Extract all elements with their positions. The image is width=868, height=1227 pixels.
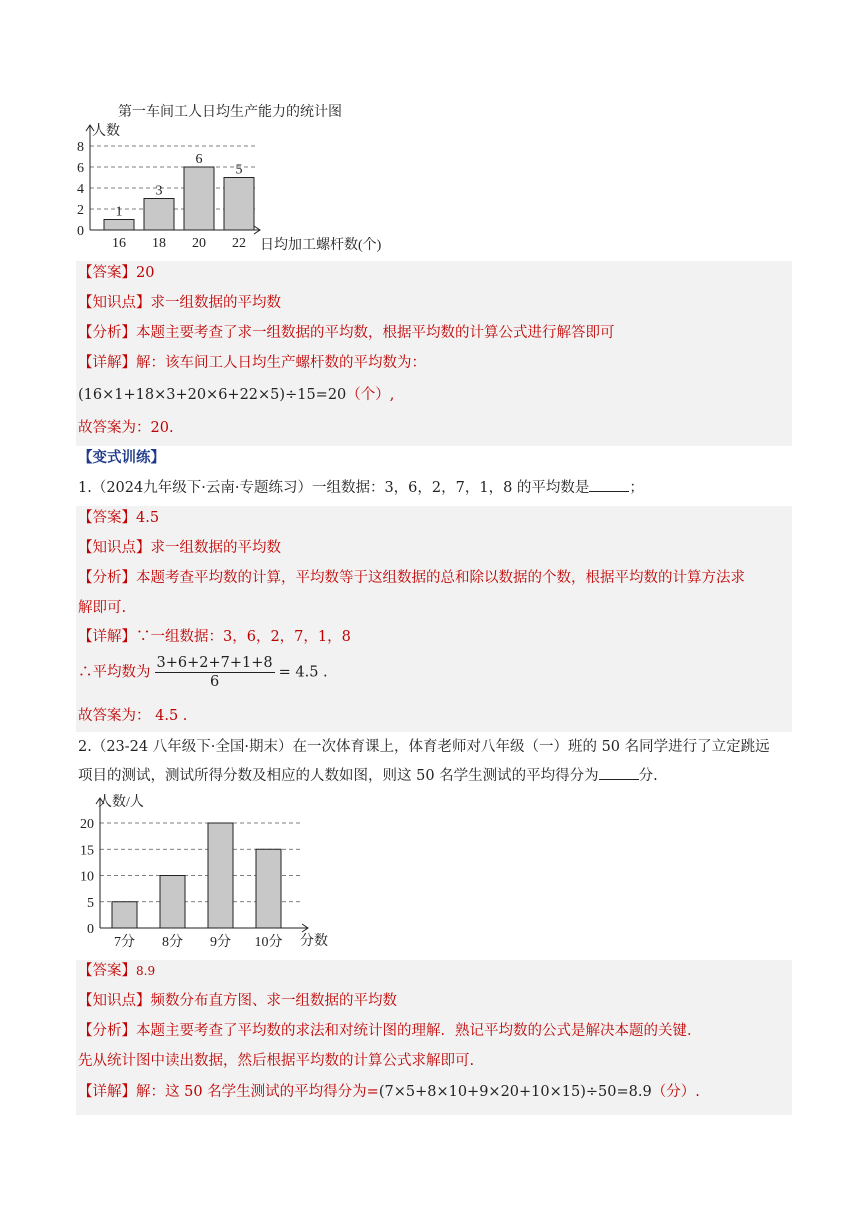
chart1-title: 第一车间工人日均生产能力的统计图	[118, 104, 342, 120]
q2-analysis-line1: 【分析】本题主要考查了平均数的求法和对统计图的理解．熟记平均数的公式是解决本题的关键．	[78, 1023, 702, 1039]
x-tick-label: 7分	[114, 935, 135, 950]
y-tick-label: 6	[77, 161, 84, 176]
bar	[160, 876, 185, 929]
y-tick-label: 0	[87, 922, 94, 937]
x-tick-label: 9分	[210, 935, 231, 950]
chart2-xlabel: 分数	[300, 934, 328, 949]
x-tick-label: 16	[112, 236, 126, 251]
bar-value-label: 5	[235, 162, 243, 178]
q2-stem-line2: 项目的测试，测试所得分数及相应的人数如图，则这 50 名学生测试的平均得分为 分.	[78, 765, 658, 787]
bar	[256, 849, 281, 928]
bar	[104, 220, 134, 231]
q1-answer: 【答案】4.5	[78, 510, 160, 526]
q2-answer: 【答案】8.9	[78, 963, 156, 979]
chart1-ylabel: 人数	[92, 124, 120, 139]
bar	[184, 167, 214, 230]
y-tick-label: 20	[80, 817, 94, 832]
q0-conclusion: 故答案为：20.	[78, 420, 174, 436]
y-tick-label: 8	[77, 140, 84, 155]
chart1-plot	[77, 125, 260, 251]
q1-mean-formula: ∴平均数为 $\frac{3+6+2+7+1+8}{6}$ = 4.5 .	[78, 655, 328, 690]
q0-detail: 【详解】解：该车间工人日均生产螺杆数的平均数为：	[78, 355, 426, 371]
section-title: 【变式训练】	[78, 449, 165, 466]
chart1-xlabel: 日均加工螺杆数(个)	[260, 238, 382, 253]
y-tick-label: 0	[77, 224, 84, 239]
q2-detail: 【详解】解：这 50 名学生测试的平均得分为=(7×5+8×10+9×20+10×15)÷50=8.9（分）.	[78, 1084, 700, 1100]
chart2-ylabel: 人数/人	[98, 795, 144, 810]
bar-value-label: 1	[115, 204, 123, 220]
x-tick-label: 22	[232, 236, 246, 251]
q2-knowledge-point: 【知识点】频数分布直方图、求一组数据的平均数	[78, 993, 397, 1009]
q2-analysis-line2: 先从统计图中读出数据，然后根据平均数的计算公式求解即可.	[78, 1053, 475, 1069]
chart2-plot	[80, 798, 308, 950]
bar-value-label: 6	[195, 152, 203, 167]
q1-stem: 1.（2024九年级下·云南·专题练习）一组数据：3，6，2，7，1，8 的平均数是 ；	[78, 477, 644, 499]
bar	[112, 902, 137, 928]
q1-conclusion: 故答案为： 4.5 .	[78, 708, 188, 724]
y-tick-label: 5	[87, 895, 94, 911]
q1-analysis-line2: 解即可.	[78, 600, 127, 616]
chart1	[70, 118, 410, 260]
x-tick-label: 8分	[162, 935, 183, 950]
q1-detail: 【详解】∵一组数据：3，6，2，7，1，8	[78, 629, 351, 645]
x-tick-label: 18	[152, 236, 166, 251]
q0-formula: (16×1+18×3+20×6+22×5)÷15=20（个）,	[78, 387, 395, 403]
x-tick-label: 10分	[254, 935, 283, 950]
q1-analysis-line1: 【分析】本题考查平均数的计算，平均数等于这组数据的总和除以数据的个数，根据平均数的计算方法求	[78, 570, 745, 586]
bar	[224, 178, 254, 231]
y-tick-label: 10	[80, 869, 94, 885]
fraction: $\frac{3+6+2+7+1+8}{6}$	[156, 655, 273, 690]
answer-blank	[589, 477, 629, 492]
q0-analysis: 【分析】本题主要考查了求一组数据的平均数，根据平均数的计算公式进行解答即可	[78, 325, 615, 341]
bar	[208, 823, 233, 928]
q2-stem-line1: 2.（23-24 八年级下·全国·期末）在一次体育课上，体育老师对八年级（一）班的 50 名同学进行了立定跳远	[78, 739, 770, 755]
q0-answer: 【答案】20	[78, 265, 155, 281]
y-tick-label: 15	[80, 843, 94, 859]
chart2	[70, 788, 350, 958]
answer-blank	[599, 765, 639, 780]
x-tick-label: 20	[192, 236, 206, 251]
q1-knowledge-point: 【知识点】求一组数据的平均数	[78, 540, 281, 556]
q0-knowledge-point: 【知识点】求一组数据的平均数	[78, 295, 281, 311]
y-tick-label: 4	[77, 182, 84, 197]
bar-value-label: 3	[155, 183, 163, 199]
y-tick-label: 2	[77, 203, 84, 218]
bar	[144, 199, 174, 231]
